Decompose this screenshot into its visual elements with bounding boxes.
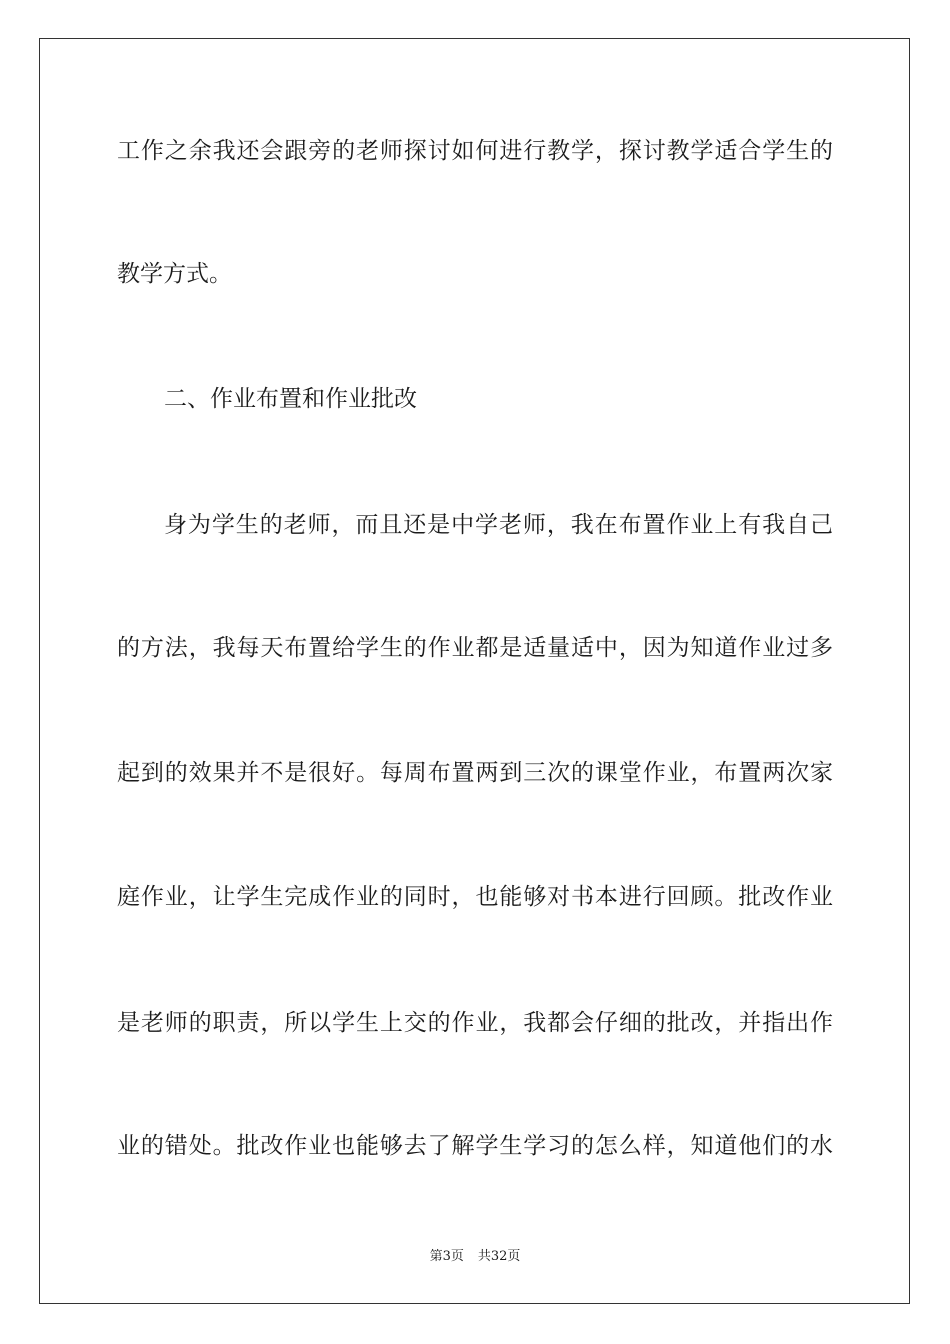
section-heading: 二、作业布置和作业批改 [164,386,417,412]
body-line-2: 教学方式。 [117,261,232,287]
body-line-8: 业的错处。批改作业也能够去了解学生学习的怎么样，知道他们的水 [117,1133,833,1159]
body-line-5: 起到的效果并不是很好。每周布置两到三次的课堂作业，布置两次家 [117,760,833,786]
body-line-6: 庭作业，让学生完成作业的同时，也能够对书本进行回顾。批改作业 [117,884,833,910]
body-line-4: 的方法，我每天布置给学生的作业都是适量适中，因为知道作业过多 [117,635,833,661]
page-footer [0,1249,950,1265]
page-border [39,38,910,1304]
page-number: 第3页 [429,1249,464,1264]
body-line-3: 身为学生的老师，而且还是中学老师，我在布置作业上有我自己 [164,512,833,538]
body-line-1: 工作之余我还会跟旁的老师探讨如何进行教学，探讨教学适合学生的 [117,138,833,164]
page-total: 共32页 [477,1249,521,1264]
body-line-7: 是老师的职责，所以学生上交的作业，我都会仔细的批改，并指出作 [117,1010,833,1036]
